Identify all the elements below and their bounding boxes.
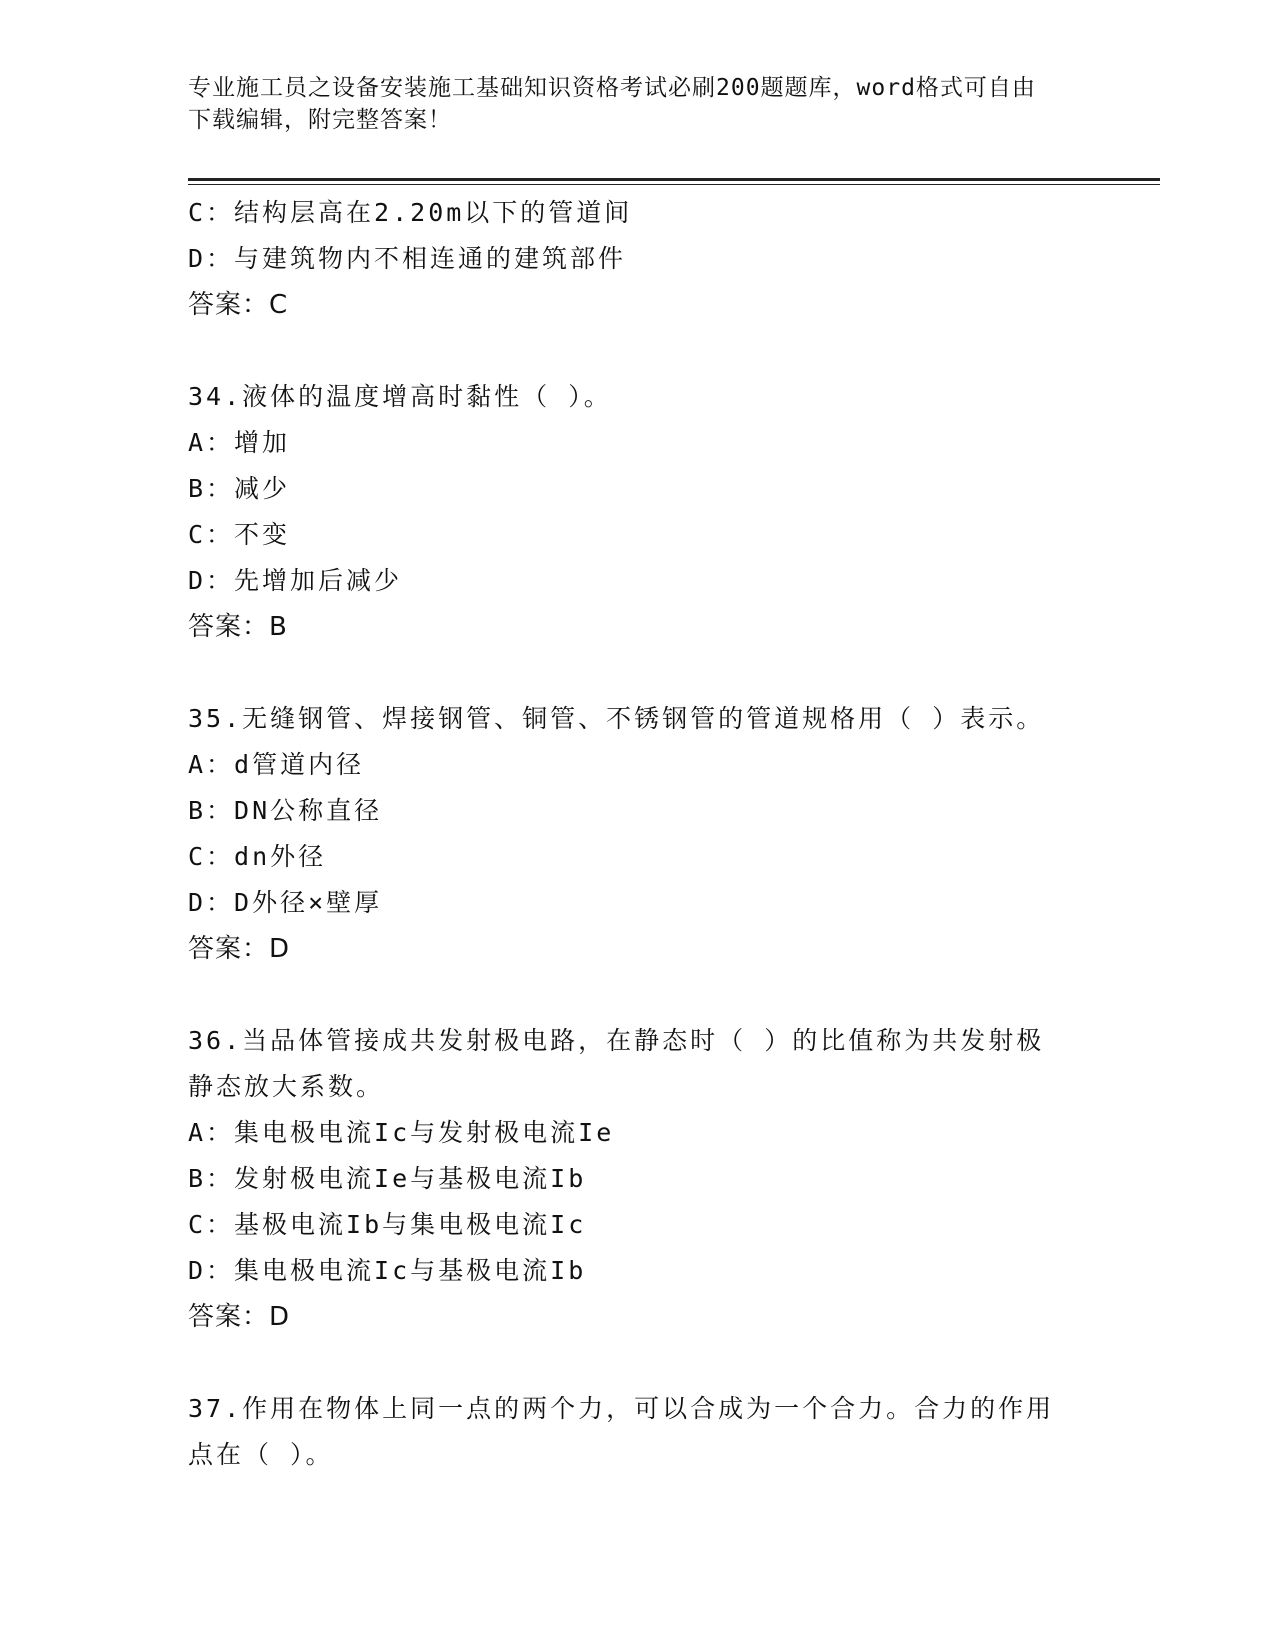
answer-label: 答案：C	[188, 290, 289, 320]
question-text-line-2: 静态放大系数。	[188, 1072, 385, 1101]
option-d: D：与建筑物内不相连通的建筑部件	[188, 244, 627, 273]
question-text-line-2: 点在（ ）。	[188, 1440, 334, 1469]
header-line-2: 下载编辑，附完整答案！	[188, 107, 452, 133]
document-header	[188, 72, 1088, 136]
option-b: B：DN公称直径	[188, 796, 383, 825]
answer-label: 答案：B	[188, 612, 288, 642]
option-d: D：集电极电流Ic与基极电流Ib	[188, 1256, 587, 1285]
option-b: B：发射极电流Ie与基极电流Ib	[188, 1164, 587, 1193]
question-block-34	[188, 374, 1088, 650]
option-a: A：d管道内径	[188, 750, 365, 779]
question-block-36	[188, 1018, 1088, 1340]
option-c: C：基极电流Ib与集电极电流Ic	[188, 1210, 587, 1239]
option-b: B：减少	[188, 474, 291, 503]
option-a: A：增加	[188, 428, 291, 457]
option-a: A：集电极电流Ic与发射极电流Ie	[188, 1118, 615, 1147]
option-c: C：dn外径	[188, 842, 327, 871]
question-text: 34.液体的温度增高时黏性（ ）。	[188, 382, 612, 411]
header-divider-thick	[188, 178, 1160, 181]
question-text-line-1: 37.作用在物体上同一点的两个力，可以合成为一个合力。合力的作用	[188, 1394, 1055, 1423]
option-d: D：D外径×壁厚	[188, 888, 383, 917]
question-block-37	[188, 1386, 1088, 1478]
question-block-33	[188, 190, 1088, 328]
header-line-1: 专业施工员之设备安装施工基础知识资格考试必刷200题题库，word格式可自由	[188, 75, 1036, 101]
header-divider-thin	[188, 184, 1160, 185]
question-list	[188, 190, 1088, 1478]
answer-label: 答案：D	[188, 1302, 291, 1332]
question-text: 35.无缝钢管、焊接钢管、铜管、不锈钢管的管道规格用（ ）表示。	[188, 704, 1045, 733]
option-c: C：不变	[188, 520, 291, 549]
option-d: D：先增加后减少	[188, 566, 403, 595]
answer-label: 答案：D	[188, 934, 291, 964]
option-c: C：结构层高在2.20m以下的管道间	[188, 198, 633, 227]
question-text-line-1: 36.当品体管接成共发射极电路，在静态时（ ）的比值称为共发射极	[188, 1026, 1045, 1055]
question-block-35	[188, 696, 1088, 972]
